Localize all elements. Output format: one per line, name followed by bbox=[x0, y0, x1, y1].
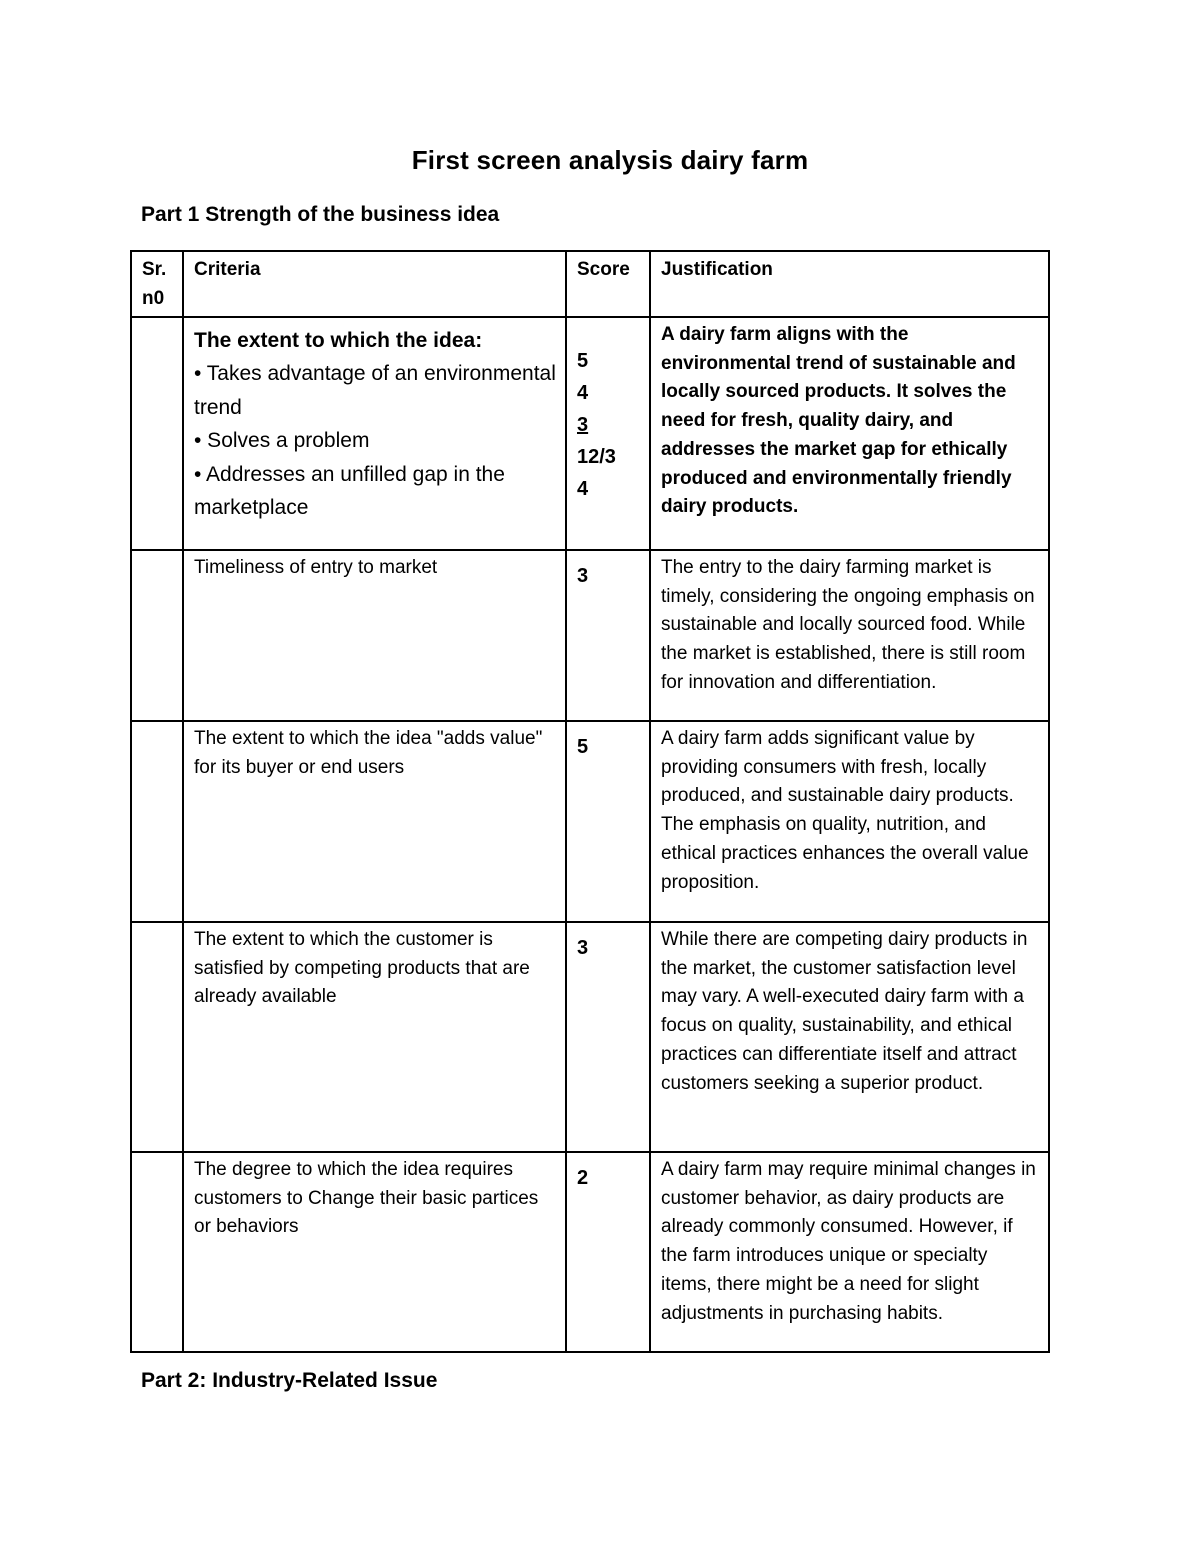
header-criteria: Criteria bbox=[183, 251, 566, 317]
justification-cell: A dairy farm adds significant value by providing consumers with fresh, locally produced, and sustainable dairy products. The emphasis on quality, nutrition, and ethical practices enhances the overall value proposition. bbox=[650, 721, 1049, 922]
criteria-cell: The degree to which the idea requires customers to Change their basic partices or behaviors bbox=[183, 1152, 566, 1352]
criteria-bullet: • Addresses an unfilled gap in the marketplace bbox=[194, 462, 505, 519]
score-value: 2 bbox=[577, 1167, 589, 1189]
justification-cell: A dairy farm may require minimal changes in customer behavior, as dairy products are already commonly consumed. However, if the farm introduces unique or specialty items, there might be a need for slight adjustments in purchasing habits. bbox=[650, 1152, 1049, 1352]
criteria-cell: Timeliness of entry to market bbox=[183, 550, 566, 721]
table-row bbox=[131, 922, 1049, 1152]
score-value: 4 bbox=[577, 478, 589, 500]
header-justification: Justification bbox=[650, 251, 1049, 317]
score-value: 3 bbox=[577, 565, 589, 587]
table-row bbox=[131, 317, 1049, 550]
page-title: First screen analysis dairy farm bbox=[411, 145, 809, 175]
table-row bbox=[131, 721, 1049, 922]
score-value: 5 bbox=[577, 350, 589, 372]
score-cell bbox=[566, 721, 650, 922]
sr-cell bbox=[131, 922, 183, 1152]
criteria-cell: The extent to which the idea "adds value" for its buyer or end users bbox=[183, 721, 566, 922]
criteria-bullet: • Takes advantage of an environmental trend bbox=[194, 362, 556, 419]
score-value: 3 bbox=[577, 414, 589, 436]
header-sr: Sr. n0 bbox=[131, 251, 183, 317]
score-cell bbox=[566, 922, 650, 1152]
score-cell bbox=[566, 1152, 650, 1352]
score-value: 5 bbox=[577, 736, 589, 758]
sr-cell bbox=[131, 1152, 183, 1352]
header-score: Score bbox=[566, 251, 650, 317]
score-cell bbox=[566, 550, 650, 721]
justification-cell: While there are competing dairy products in the market, the customer satisfaction level may vary. A well-executed dairy farm with a focus on quality, sustainability, and ethical practices can differentiate itself and attract customers seeking a superior product. bbox=[650, 922, 1049, 1152]
criteria-cell bbox=[183, 317, 566, 550]
justification-cell: A dairy farm aligns with the environmental trend of sustainable and locally sourced products. It solves the need for fresh, quality dairy, and addresses the market gap for ethically produced and environmentally friendly dairy products. bbox=[650, 317, 1049, 550]
table-row bbox=[131, 550, 1049, 721]
score-value: 12/3 bbox=[577, 446, 616, 468]
table-row bbox=[131, 1152, 1049, 1352]
criteria-cell: The extent to which the customer is satisfied by competing products that are already available bbox=[183, 922, 566, 1152]
score-value: 3 bbox=[577, 937, 589, 959]
sr-cell bbox=[131, 317, 183, 550]
score-cell bbox=[566, 317, 650, 550]
part1-heading: Part 1 Strength of the business idea bbox=[141, 203, 500, 226]
sr-cell bbox=[131, 721, 183, 922]
criteria-bullet: • Solves a problem bbox=[194, 429, 370, 452]
analysis-table bbox=[130, 250, 1050, 1353]
score-value: 4 bbox=[577, 382, 589, 404]
sr-cell bbox=[131, 550, 183, 721]
criteria-lead: The extent to which the idea: bbox=[194, 329, 483, 352]
part2-heading: Part 2: Industry-Related Issue bbox=[141, 1369, 438, 1392]
table-header-row bbox=[131, 251, 1049, 317]
justification-cell: The entry to the dairy farming market is timely, considering the ongoing emphasis on sustainable and locally sourced food. While the market is established, there is still room for innovation and differentiation. bbox=[650, 550, 1049, 721]
